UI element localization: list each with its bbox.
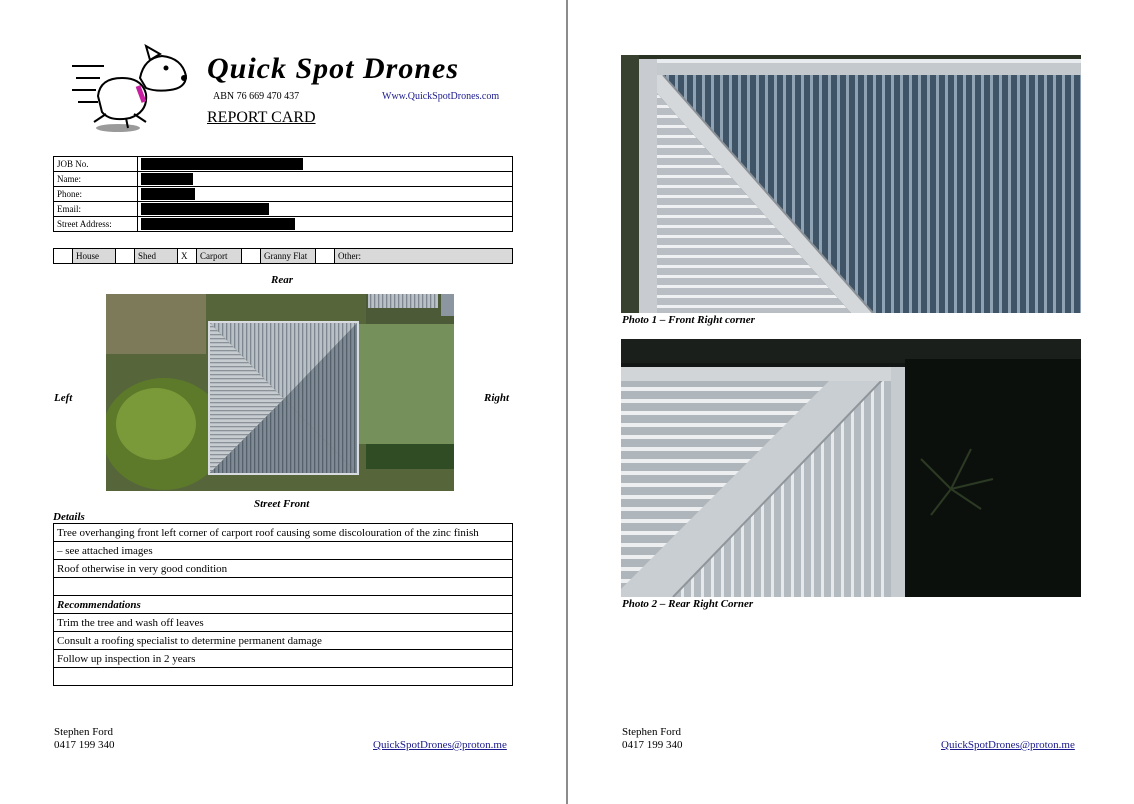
brand-name: Quick Spot Drones bbox=[207, 52, 460, 85]
photo-2-caption: Photo 2 – Rear Right Corner bbox=[622, 598, 754, 610]
footer-name: Stephen Ford bbox=[622, 726, 681, 738]
details-table bbox=[53, 523, 513, 686]
redaction-bar bbox=[141, 158, 303, 170]
details-heading: Details bbox=[53, 511, 85, 523]
report-page-2 bbox=[568, 0, 1134, 804]
table-row bbox=[54, 650, 513, 668]
carport-checkbox-mark[interactable]: X bbox=[178, 249, 197, 264]
job-number-label: JOB No. bbox=[54, 157, 138, 172]
street-address-label: Street Address: bbox=[54, 217, 138, 232]
recommendation-line: Trim the tree and wash off leaves bbox=[54, 614, 513, 632]
table-row bbox=[54, 202, 513, 217]
redaction-bar bbox=[141, 218, 295, 230]
table-row bbox=[54, 596, 513, 614]
footer-email-link[interactable]: QuickSpotDrones@proton.me bbox=[941, 739, 1075, 751]
granny-flat-label: Granny Flat bbox=[261, 249, 316, 264]
footer-contact bbox=[54, 726, 115, 752]
shed-checkbox[interactable] bbox=[116, 249, 135, 264]
footer-phone: 0417 199 340 bbox=[54, 739, 115, 751]
table-row bbox=[54, 668, 513, 686]
table-row bbox=[54, 524, 513, 542]
table-row bbox=[54, 542, 513, 560]
footer-contact bbox=[622, 726, 683, 752]
details-line: Tree overhanging front left corner of carport roof causing some discolouration of the zinc finish bbox=[54, 524, 513, 542]
phone-value bbox=[138, 187, 513, 202]
name-value bbox=[138, 172, 513, 187]
photo-1-caption: Photo 1 – Front Right corner bbox=[622, 314, 755, 326]
phone-label: Phone: bbox=[54, 187, 138, 202]
email-value bbox=[138, 202, 513, 217]
table-row bbox=[54, 578, 513, 596]
dog-logo-image bbox=[70, 44, 190, 136]
rear-label: Rear bbox=[271, 274, 293, 286]
details-line: Roof otherwise in very good condition bbox=[54, 560, 513, 578]
other-checkbox[interactable] bbox=[316, 249, 335, 264]
name-label: Name: bbox=[54, 172, 138, 187]
footer-phone: 0417 199 340 bbox=[622, 739, 683, 751]
client-info-table bbox=[53, 156, 513, 232]
recommendations-heading: Recommendations bbox=[54, 596, 513, 614]
street-front-label: Street Front bbox=[254, 498, 310, 510]
shed-label: Shed bbox=[135, 249, 178, 264]
table-row bbox=[54, 217, 513, 232]
table-row bbox=[54, 560, 513, 578]
house-checkbox[interactable] bbox=[54, 249, 73, 264]
details-line: – see attached images bbox=[54, 542, 513, 560]
other-label: Other: bbox=[335, 249, 513, 264]
street-address-value bbox=[138, 217, 513, 232]
structure-type-table bbox=[53, 248, 513, 264]
redaction-bar bbox=[141, 203, 269, 215]
report-page-1 bbox=[0, 0, 566, 804]
footer-name: Stephen Ford bbox=[54, 726, 113, 738]
report-title: REPORT CARD bbox=[207, 109, 316, 126]
footer-email-link[interactable]: QuickSpotDrones@proton.me bbox=[373, 739, 507, 751]
carport-label: Carport bbox=[197, 249, 242, 264]
table-row bbox=[54, 249, 513, 264]
job-number-value bbox=[138, 157, 513, 172]
left-label: Left bbox=[54, 392, 73, 404]
table-row bbox=[54, 157, 513, 172]
email-label: Email: bbox=[54, 202, 138, 217]
granny-flat-checkbox[interactable] bbox=[242, 249, 261, 264]
recommendation-line: Consult a roofing specialist to determine permanent damage bbox=[54, 632, 513, 650]
table-row bbox=[54, 614, 513, 632]
table-row bbox=[54, 187, 513, 202]
photo-1-front-right-corner bbox=[621, 55, 1081, 313]
table-row bbox=[54, 172, 513, 187]
recommendation-line: Follow up inspection in 2 years bbox=[54, 650, 513, 668]
right-label: Right bbox=[484, 392, 510, 404]
aerial-roof-photo bbox=[106, 294, 454, 491]
abn-text: ABN 76 669 470 437 bbox=[213, 91, 300, 102]
redaction-bar bbox=[141, 173, 193, 185]
redaction-bar bbox=[141, 188, 195, 200]
website-link[interactable]: Www.QuickSpotDrones.com bbox=[382, 91, 500, 102]
details-line bbox=[54, 578, 513, 596]
table-row bbox=[54, 632, 513, 650]
recommendation-line bbox=[54, 668, 513, 686]
photo-2-rear-right-corner bbox=[621, 339, 1081, 597]
house-label: House bbox=[73, 249, 116, 264]
